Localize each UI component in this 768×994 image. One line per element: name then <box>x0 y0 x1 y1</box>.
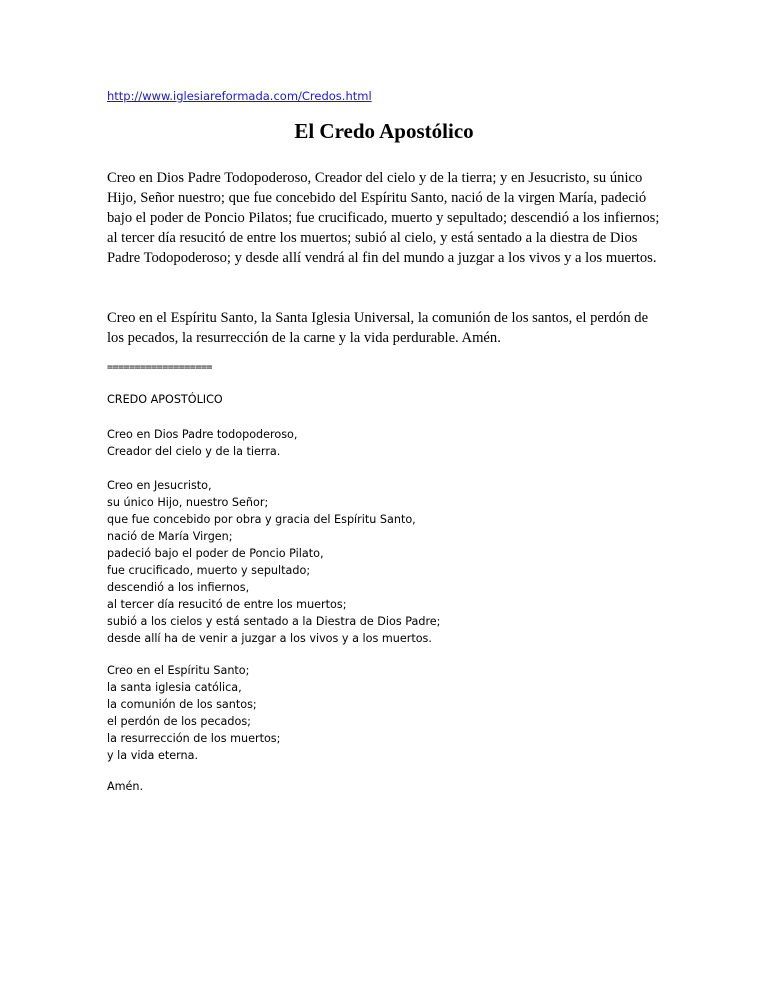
stanza-line: Creador del cielo y de la tierra. <box>107 445 281 458</box>
stanza-line: la santa iglesia católica, <box>107 681 242 694</box>
stanza-line: Creo en Dios Padre todopoderoso, <box>107 428 298 441</box>
stanza-line: descendió a los infiernos, <box>107 581 250 594</box>
stanza-line: el perdón de los pecados; <box>107 715 251 728</box>
creed-paragraph-1: Creo en Dios Padre Todopoderoso, Creador del cielo y de la tierra; y en Jesucristo, su único Hijo, Señor nuestro; que fue concebido del Espíritu Santo, nació de la virgen María, padeció bajo el poder de Poncio Pilatos; fue crucificado, muerto y sepultado; descendió a los infiernos; al tercer día resucitó de entre los muertos; subió al cielo, y está sentado a la diestra de Dios Padre Todopoderoso; y desde allí vendrá al fin del mundo a juzgar a los vivos y a los muertos. <box>107 170 660 266</box>
section-heading: CREDO APOSTÓLICO <box>107 393 223 406</box>
separator-line: =================== <box>107 362 212 373</box>
creed-paragraph-2: Creo en el Espíritu Santo, la Santa Iglesia Universal, la comunión de los santos, el perdón de los pecados, la resurrección de la carne y la vida perdurable. Amén. <box>107 310 649 346</box>
stanza-1 <box>107 426 297 460</box>
stanza-line: que fue concebido por obra y gracia del Espíritu Santo, <box>107 513 416 526</box>
page-title: El Credo Apostólico <box>294 119 474 143</box>
stanza-line: y la vida eterna. <box>107 749 198 762</box>
stanza-line: padeció bajo el poder de Poncio Pilato, <box>107 547 324 560</box>
closing-amen: Amén. <box>107 780 144 793</box>
stanza-line: fue crucificado, muerto y sepultado; <box>107 564 311 577</box>
stanza-line: al tercer día resucitó de entre los muertos; <box>107 598 347 611</box>
stanza-2 <box>107 477 440 647</box>
stanza-line: nació de María Virgen; <box>107 530 233 543</box>
stanza-line: Creo en el Espíritu Santo; <box>107 664 250 677</box>
stanza-line: la resurrección de los muertos; <box>107 732 281 745</box>
stanza-line: Creo en Jesucristo, <box>107 479 212 492</box>
stanza-line: la comunión de los santos; <box>107 698 257 711</box>
stanza-line: su único Hijo, nuestro Señor; <box>107 496 269 509</box>
stanza-3 <box>107 662 280 764</box>
stanza-line: desde allí ha de venir a juzgar a los vivos y a los muertos. <box>107 632 432 645</box>
stanza-line: subió a los cielos y está sentado a la Diestra de Dios Padre; <box>107 615 441 628</box>
source-link[interactable]: http://www.iglesiareformada.com/Credos.html <box>107 89 372 103</box>
